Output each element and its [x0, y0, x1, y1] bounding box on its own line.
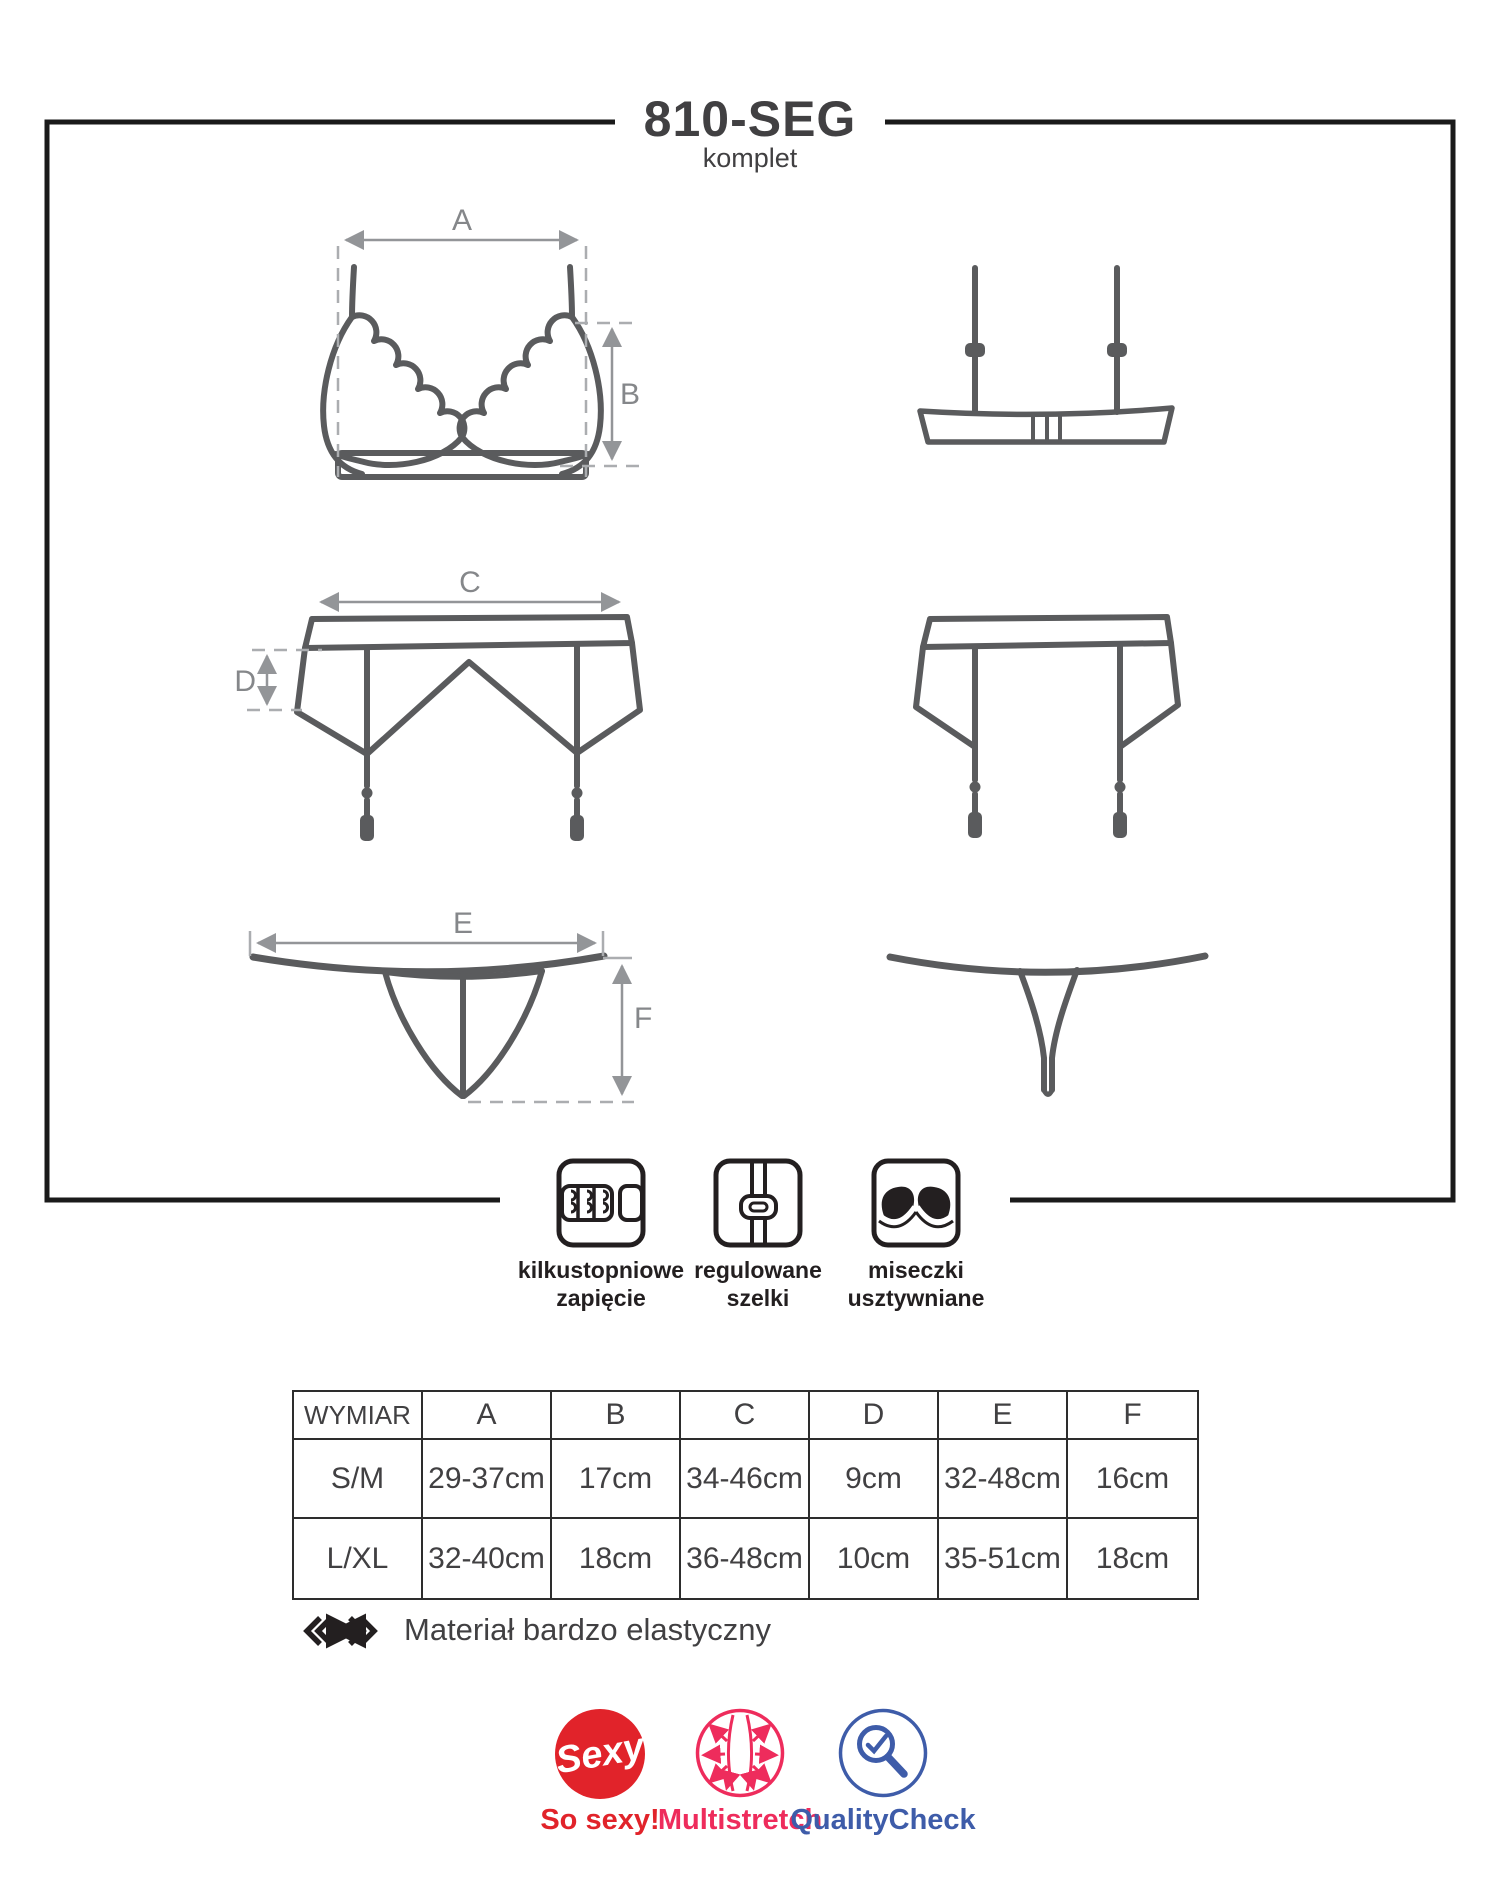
- table-header-d: D: [810, 1392, 939, 1440]
- size-table: [292, 1390, 1199, 1600]
- garter-front-drawing: [297, 617, 640, 841]
- table-cell: 34-46cm: [681, 1440, 810, 1519]
- product-title: 810-SEG: [643, 91, 857, 147]
- table-cell: 32-40cm: [423, 1519, 552, 1598]
- badge-label-so-sexy: So sexy!: [540, 1804, 660, 1836]
- table-cell: 17cm: [552, 1440, 681, 1519]
- feature-label-line: kilkustopniowe: [517, 1257, 685, 1283]
- table-cell: 9cm: [810, 1440, 939, 1519]
- dim-label-A: A: [451, 204, 473, 237]
- dim-label-D: D: [234, 665, 256, 698]
- garter-back-drawing: [916, 617, 1178, 838]
- garter-front-guides: [247, 650, 322, 710]
- table-cell: 18cm: [1095, 1541, 1170, 1575]
- frame-border: [47, 122, 1453, 1200]
- feature-label-padded-cups: [786, 1256, 1046, 1312]
- bra-back-drawing: [920, 268, 1172, 442]
- feature-label-line: miseczki: [868, 1257, 964, 1283]
- feature-label-line: regulowane: [694, 1257, 822, 1283]
- sexy-script-text: Sexy: [552, 1725, 648, 1783]
- table-header-a: A: [423, 1392, 552, 1440]
- feature-label-line: usztywniane: [847, 1285, 985, 1311]
- stretch-arrows-icon: [307, 1618, 374, 1644]
- table-cell: 10cm: [810, 1519, 939, 1598]
- dim-label-C: C: [459, 566, 481, 599]
- hook-closure-icon: [559, 1161, 643, 1245]
- table-cell: 16cm: [1068, 1440, 1197, 1519]
- bra-front-drawing: [323, 267, 601, 477]
- table-cell: 35-51cm: [939, 1519, 1068, 1598]
- dim-label-E: E: [452, 907, 474, 940]
- badge-label-quality-check: QualityCheck: [790, 1804, 976, 1836]
- product-subtitle: komplet: [702, 143, 798, 173]
- so-sexy-badge: [553, 1709, 650, 1799]
- table-header-wymiar: WYMIAR: [294, 1392, 423, 1440]
- adjustable-strap-icon: [716, 1161, 800, 1245]
- bra-front-guides: [338, 246, 648, 477]
- table-row-size: S/M: [294, 1440, 423, 1519]
- table-cell: 36-48cm: [681, 1519, 810, 1598]
- table-header-e: E: [939, 1392, 1068, 1440]
- padded-cups-icon: [874, 1161, 958, 1245]
- dim-label-B: B: [620, 378, 641, 411]
- table-cell: 29-37cm: [423, 1440, 552, 1519]
- feature-icons: [559, 1161, 958, 1245]
- feature-label-line: zapięcie: [556, 1285, 646, 1311]
- quality-check-badge: [841, 1711, 926, 1796]
- material-note: Materiał bardzo elastyczny: [404, 1612, 771, 1647]
- table-cell: 32-48cm: [939, 1440, 1068, 1519]
- feature-label-line: szelki: [726, 1285, 790, 1311]
- multistretch-badge: [698, 1711, 783, 1796]
- badge-label-multistretch: Multistretch: [657, 1804, 823, 1836]
- table-row-size: L/XL: [294, 1519, 423, 1598]
- thong-back-drawing: [890, 956, 1205, 1095]
- thong-front-drawing: [253, 956, 604, 1096]
- table-header-f: F: [1068, 1392, 1197, 1440]
- table-header-b: B: [552, 1392, 681, 1440]
- table-cell: 18cm: [552, 1519, 681, 1598]
- table-header-c: C: [681, 1392, 810, 1440]
- dim-label-F: F: [634, 1002, 653, 1035]
